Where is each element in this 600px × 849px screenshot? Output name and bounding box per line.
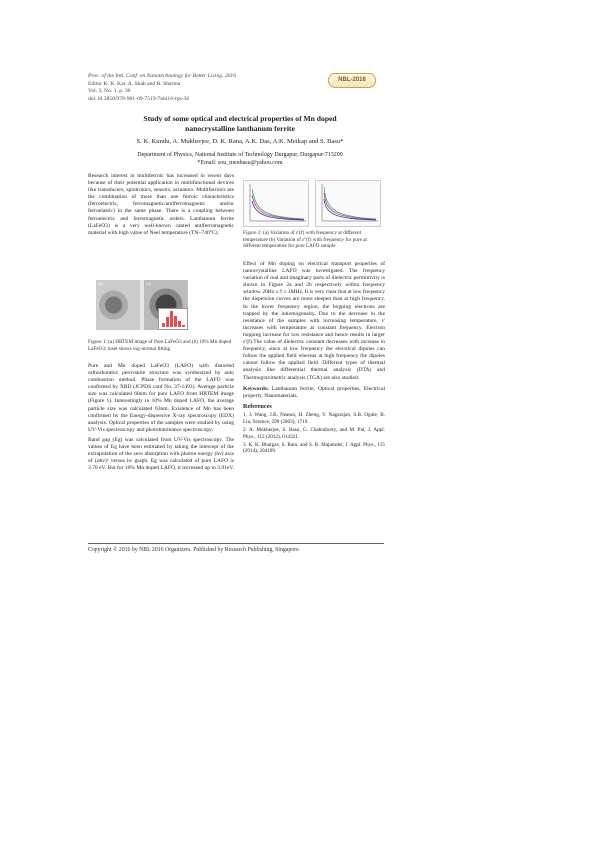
histogram-bar xyxy=(178,321,181,327)
contact-email: *Email: sou_menbasu@yahoo.com xyxy=(197,159,283,166)
reference-item: 1. J. Wang, J.B. Neaton, H. Zheng, V. Nagarajan, S.B. Ogale, B. Liu, Science, 299 (2003), 1719. xyxy=(243,411,385,425)
keywords xyxy=(243,386,385,400)
figure-2-caption: Figure 2: (a) Variation of ε'(f) with frequency at different temperature (b) Variation of ε''(f) with frequency for pure at different temperature for pure LAFO sample xyxy=(243,230,367,250)
plot-imaginary-permittivity xyxy=(315,180,381,227)
plot-real-permittivity xyxy=(243,180,309,227)
right-column xyxy=(243,261,385,456)
figure-1-hrtem-image xyxy=(96,280,188,330)
histogram-bar xyxy=(174,316,177,327)
reference-list xyxy=(243,412,385,455)
affiliation: Department of Physics, National Institute of Technology Durgapur, Durgapur-713209 xyxy=(137,152,343,158)
curve-a1 xyxy=(252,189,304,219)
keywords-text: Lanthanum ferrite, Optical properties, Electrical property, Nanomaterials. xyxy=(243,385,385,399)
histogram-bar xyxy=(182,325,185,327)
header-editors: Editor K. K. Kar, A. Shah and R. Sharma xyxy=(88,80,181,87)
hrtem-image-pure xyxy=(96,280,140,330)
left-column-bottom xyxy=(88,363,234,475)
synthesis-paragraph: Pure and Mn doped LaFeO3 (LAFO) with distorted orthorhombic perovskite structure was synthesized by auto combustion method. Phase formation of the LAFO was confirmed by XRD (JCPDS card No. 37-1493). Average particle size was calculated 68nm for pure LAFO from HRTEM image (Figure 1). Interestingly in 10% Mn doped LAFO, the average particle size was calculated 63nm. Existence of Mn has been confirmed by the Energy-dispersive X-ray spectroscopy (EDX) analysis. Optical properties of the samples were studied by using UV-Vis spectroscopy and photoluminance spectroscopy. xyxy=(88,363,234,433)
intro-paragraph: Research interest in multiferroic has increased in recent days because of their potential application in multifunctional devices like transducers, spintronics, sensors, actuators. Multiferroics are the combination of more than one ferroic characteristics (ferroelectric, ferromagnetic/antiferromagnetic and/or ferroelastic) in the same phase. There is a coupling between ferroelectric and ferromagnetic orders. Lanthanum ferrite (LaFeO3) is a very well-known canted antiferromagnetic material with high value of Neel temperature (TN~740°C). xyxy=(88,173,234,236)
transport-paragraph: Effect of Mn doping on electrical transport properties of nanocrystalline LAFO was investigated. The frequency variation of real and imaginary parts of dielectric permittivity is shown in Figure 2a and 2b respectively within frequency window 20Hz ≤ f ≤ 1MHz. It is very clear that at low frequency the dispersion curves are more steepen than at high frequency. In the lower frequency region, the hopping electrons are trapped by the inhomogeneity. Due to the decrease in the resistance of the samples with increasing temperature, ε' increases with temperature at constant frequency. Electron hopping increase for low resistance and hence results in larger ε'(f).The value of dielectric constant decreases with increase in frequency, since at low frequency the electrical dipoles can follow the applied field whereas at high frequency the dipoles cannot follow the applied field. Different types of thermal analysis like differential thermal analysis (DTA) and Thermogravimetric analysis (TGA) are also studied. xyxy=(243,261,385,381)
author-list: S. K. Kundu, A. Mukherjee, D. K. Rana, A.K. Das, A.K. Meikap and S. Basu* xyxy=(136,138,344,145)
figure-1-caption: Figure 1: (a) HRTEM image of Pure LaFeO3 and (b) 10% Mn doped LaFeO3; inset shows log-normal fitting xyxy=(88,339,232,352)
header-volume: Vol. 3, No. 1, p. 36 xyxy=(88,88,131,95)
reference-item: 3. K. K. Bhargav, S. Ram, and S. B. Majumder, J. Appl. Phys., 115 (2014), 204109. xyxy=(243,441,385,455)
lognormal-inset xyxy=(158,308,188,330)
copyright-notice: Copyright © 2016 by NBL 2016 Organizers. Published by Research Publishing, Singapore. xyxy=(88,547,301,553)
header-doi: doi:10.3850/978-981-09-7519-7nbl16-rps-36 xyxy=(88,95,190,102)
keywords-label: Keywords: xyxy=(243,385,269,392)
header-conference: Proc. of the Intl. Conf. on Nanotechnology for Better Living, 2016 xyxy=(88,73,237,79)
title-line-1: Study of some optical and electrical properties of Mn doped xyxy=(143,114,337,123)
plot-b-svg xyxy=(316,181,380,226)
histogram-bar xyxy=(166,317,169,327)
fig1-panel-b-label: (b) xyxy=(146,281,151,286)
histogram-bar xyxy=(170,311,173,327)
fig1-panel-a-label: (a) xyxy=(98,281,103,286)
left-column-top xyxy=(88,173,234,240)
references-heading: References xyxy=(243,402,272,410)
plot-a-svg xyxy=(244,181,308,226)
figure-2-dielectric-plots xyxy=(243,180,383,227)
hrtem-image-doped xyxy=(144,280,188,330)
footer-divider xyxy=(88,543,384,544)
title-line-2: nanocrystalline lanthanum ferrite xyxy=(185,124,295,133)
bandgap-paragraph: Band gap (Eg) was calculated from UV-Vis spectroscopy. The values of Eg have been estimated by taking the intercept of the extrapolation of the zero absorption with photon energy (hν) axis of (αhν)² versus hν graph. Eg was calculated of pure LAFO is 3.70 eV. But for 10% Mn doped LAFO, it increased up to 3.91eV. xyxy=(88,436,235,472)
curve-b2 xyxy=(324,193,376,220)
reference-item: 2. A. Mukherjee, S. Basu, G. Chakraborty, and M. Pal, J. Appl. Phys., 112 (2012), 014321. xyxy=(243,426,385,440)
paper-title xyxy=(100,114,380,134)
conference-logo-badge: NBL-2016 xyxy=(328,73,376,88)
histogram-bar xyxy=(162,323,165,327)
curve-b1 xyxy=(324,187,376,219)
publication-header xyxy=(88,73,338,103)
affiliation-block xyxy=(100,152,380,168)
